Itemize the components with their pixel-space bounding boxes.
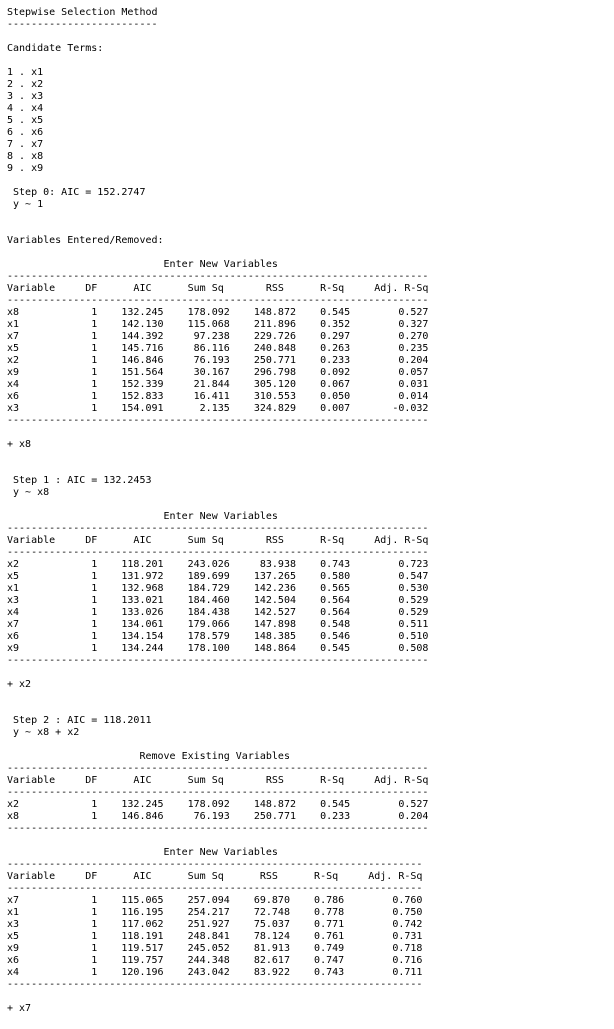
output-line: 2 . x2 (7, 79, 44, 90)
output-line: Variable DF AIC Sum Sq RSS R-Sq Adj. R-Sq (7, 283, 429, 294)
output-line (7, 247, 428, 259)
output-line: ---------------------------------------------------------------------- (7, 415, 429, 426)
output-line: Variable DF AIC Sum Sq RSS R-Sq Adj. R-Sq (7, 535, 429, 546)
output-line: x2 1 146.846 76.193 250.771 0.233 0.204 (7, 355, 429, 366)
output-line: y ~ x8 + x2 (7, 727, 80, 738)
output-line: x6 1 119.757 244.348 82.617 0.747 0.716 (7, 955, 423, 966)
output-line (7, 31, 428, 43)
output-line (7, 703, 428, 715)
console-output (7, 7, 428, 1015)
output-line: 8 . x8 (7, 151, 44, 162)
output-line: ---------------------------------------------------------------------- (7, 787, 429, 798)
output-line: ---------------------------------------------------------------------- (7, 295, 429, 306)
output-line (7, 175, 428, 187)
output-line: ---------------------------------------------------------------------- (7, 523, 429, 534)
output-line: x4 1 152.339 21.844 305.120 0.067 0.031 (7, 379, 429, 390)
output-line: Remove Existing Variables (7, 751, 290, 762)
output-line: x7 1 144.392 97.238 229.726 0.297 0.270 (7, 331, 429, 342)
output-line: x6 1 134.154 178.579 148.385 0.546 0.510 (7, 631, 429, 642)
output-line: 7 . x7 (7, 139, 44, 150)
output-line: x2 1 132.245 178.092 148.872 0.545 0.527 (7, 799, 429, 810)
output-line: x9 1 119.517 245.052 81.913 0.749 0.718 (7, 943, 423, 954)
output-line: x4 1 120.196 243.042 83.922 0.743 0.711 (7, 967, 423, 978)
output-line (7, 835, 428, 847)
output-line: x6 1 152.833 16.411 310.553 0.050 0.014 (7, 391, 429, 402)
output-line: ------------------------- (7, 19, 158, 30)
output-line: x1 1 142.130 115.068 211.896 0.352 0.327 (7, 319, 429, 330)
output-line: x7 1 115.065 257.094 69.870 0.786 0.760 (7, 895, 423, 906)
output-line: 5 . x5 (7, 115, 44, 126)
output-line: x9 1 151.564 30.167 296.798 0.092 0.057 (7, 367, 429, 378)
output-line: Variable DF AIC Sum Sq RSS R-Sq Adj. R-Sq (7, 871, 423, 882)
output-line (7, 991, 428, 1003)
output-line (7, 223, 428, 235)
output-line (7, 499, 428, 511)
output-line: Stepwise Selection Method (7, 7, 158, 18)
output-line: --------------------------------------------------------------------- (7, 979, 423, 990)
output-line: x7 1 134.061 179.066 147.898 0.548 0.511 (7, 619, 429, 630)
output-line (7, 427, 428, 439)
output-line: Enter New Variables (7, 511, 278, 522)
output-line: x8 1 146.846 76.193 250.771 0.233 0.204 (7, 811, 429, 822)
output-line: ---------------------------------------------------------------------- (7, 547, 429, 558)
output-line: 1 . x1 (7, 67, 44, 78)
output-line: ---------------------------------------------------------------------- (7, 823, 429, 834)
output-line: 4 . x4 (7, 103, 44, 114)
output-line: 3 . x3 (7, 91, 44, 102)
output-line: 9 . x9 (7, 163, 44, 174)
output-line: x2 1 118.201 243.026 83.938 0.743 0.723 (7, 559, 429, 570)
output-line: Step 1 : AIC = 132.2453 (7, 475, 152, 486)
output-line: Candidate Terms: (7, 43, 104, 54)
output-line: x8 1 132.245 178.092 148.872 0.545 0.527 (7, 307, 429, 318)
output-line: x5 1 118.191 248.841 78.124 0.761 0.731 (7, 931, 423, 942)
output-line: + x8 (7, 439, 32, 450)
output-line (7, 451, 428, 463)
output-line: 6 . x6 (7, 127, 44, 138)
output-line: x3 1 154.091 2.135 324.829 0.007 -0.032 (7, 403, 429, 414)
output-line: ---------------------------------------------------------------------- (7, 655, 429, 666)
output-line: x5 1 145.716 86.116 240.848 0.263 0.235 (7, 343, 429, 354)
output-line: x3 1 117.062 251.927 75.037 0.771 0.742 (7, 919, 423, 930)
output-line: x5 1 131.972 189.699 137.265 0.580 0.547 (7, 571, 429, 582)
output-line: Enter New Variables (7, 847, 278, 858)
output-line (7, 739, 428, 751)
output-line: --------------------------------------------------------------------- (7, 883, 423, 894)
output-line (7, 55, 428, 67)
output-line (7, 211, 428, 223)
output-line: Variables Entered/Removed: (7, 235, 164, 246)
output-line: x1 1 116.195 254.217 72.748 0.778 0.750 (7, 907, 423, 918)
output-line: y ~ 1 (7, 199, 44, 210)
output-line: --------------------------------------------------------------------- (7, 859, 423, 870)
output-line: x1 1 132.968 184.729 142.236 0.565 0.530 (7, 583, 429, 594)
output-line: Enter New Variables (7, 259, 278, 270)
output-line (7, 691, 428, 703)
output-line: y ~ x8 (7, 487, 50, 498)
output-line: x4 1 133.026 184.438 142.527 0.564 0.529 (7, 607, 429, 618)
output-line: Variable DF AIC Sum Sq RSS R-Sq Adj. R-Sq (7, 775, 429, 786)
output-line: ---------------------------------------------------------------------- (7, 271, 429, 282)
output-line (7, 667, 428, 679)
output-line: Step 0: AIC = 152.2747 (7, 187, 146, 198)
output-line: + x2 (7, 679, 32, 690)
output-line: + x7 (7, 1003, 32, 1014)
output-line: Step 2 : AIC = 118.2011 (7, 715, 152, 726)
output-line: x9 1 134.244 178.100 148.864 0.545 0.508 (7, 643, 429, 654)
output-line: ---------------------------------------------------------------------- (7, 763, 429, 774)
output-line (7, 463, 428, 475)
output-line: x3 1 133.021 184.460 142.504 0.564 0.529 (7, 595, 429, 606)
